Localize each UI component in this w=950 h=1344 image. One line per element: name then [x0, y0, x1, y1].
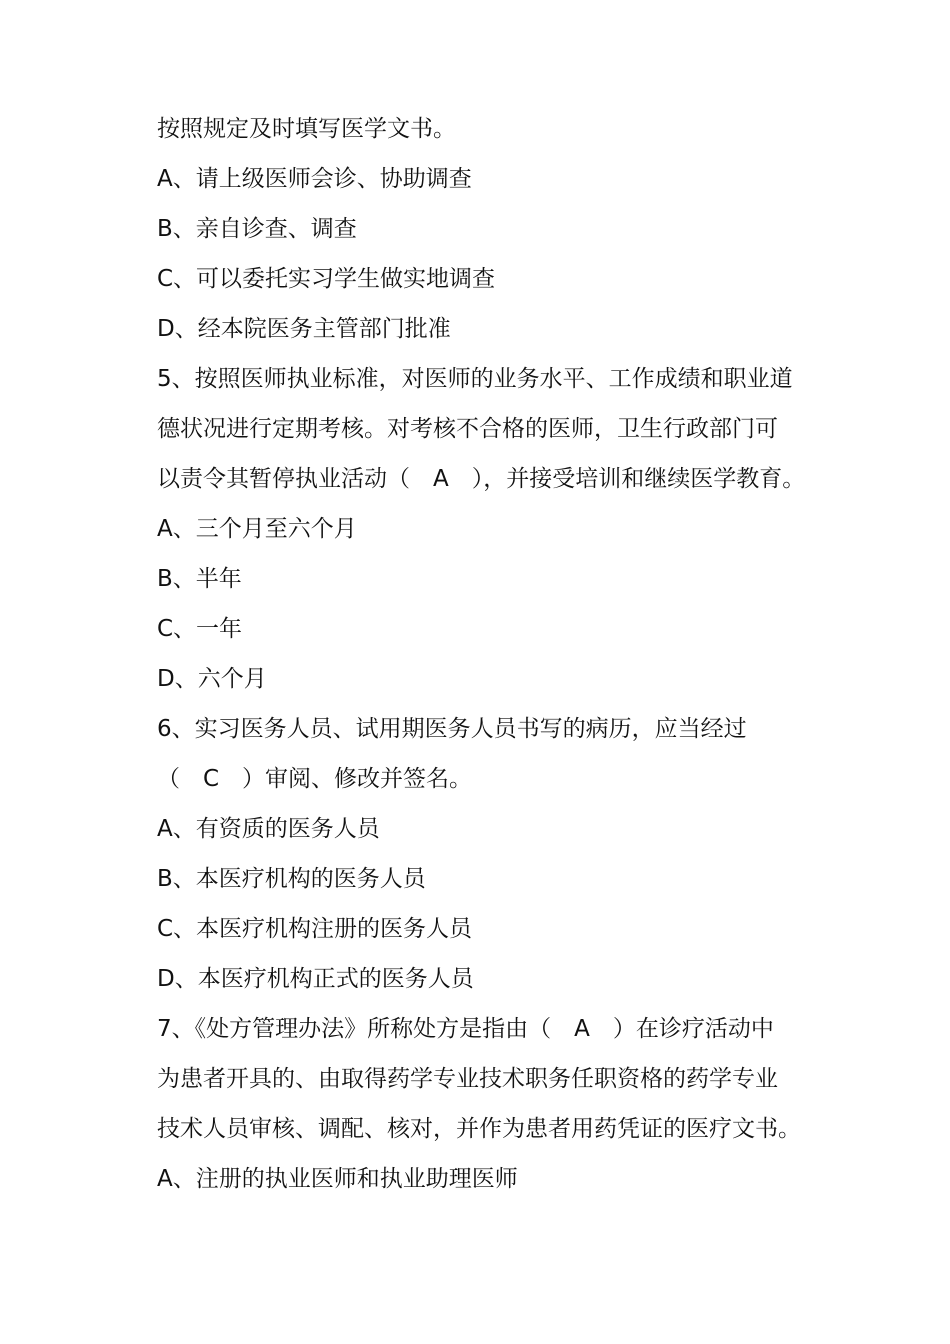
question-5-line-1: 5、按照医师执业标准，对医师的业务水平、工作成绩和职业道 — [157, 366, 793, 392]
question-6-line-1: 6、实习医务人员、试用期医务人员书写的病历，应当经过 — [157, 716, 747, 742]
option-c: C、本医疗机构注册的医务人员 — [157, 916, 473, 942]
question-7-line-2: 为患者开具的、由取得药学专业技术职务任职资格的药学专业 — [157, 1066, 778, 1092]
option-b: B、本医疗机构的医务人员 — [157, 866, 426, 892]
option-c: C、可以委托实习学生做实地调查 — [157, 266, 496, 292]
option-a: A、有资质的医务人员 — [157, 816, 380, 842]
option-b: B、亲自诊查、调查 — [157, 216, 357, 242]
question-7-line-1: 7、《处方管理办法》所称处方是指由（ A ）在诊疗活动中 — [157, 1016, 774, 1042]
option-b: B、半年 — [157, 566, 242, 592]
option-a: A、注册的执业医师和执业助理医师 — [157, 1166, 518, 1192]
question-7-line-3: 技术人员审核、调配、核对，并作为患者用药凭证的医疗文书。 — [157, 1116, 801, 1142]
question-5-line-2: 德状况进行定期考核。对考核不合格的医师，卫生行政部门可 — [157, 416, 778, 442]
question-5-line-3: 以责令其暂停执业活动（ A ），并接受培训和继续医学教育。 — [157, 466, 806, 492]
option-a: A、请上级医师会诊、协助调查 — [157, 166, 472, 192]
text-line: 按照规定及时填写医学文书。 — [157, 116, 456, 142]
option-a: A、三个月至六个月 — [157, 516, 357, 542]
option-d: D、经本院医务主管部门批准 — [157, 316, 451, 342]
option-d: D、本医疗机构正式的医务人员 — [157, 966, 474, 992]
option-d: D、六个月 — [157, 666, 267, 692]
question-6-line-2: （ C ）审阅、修改并签名。 — [157, 766, 473, 792]
option-c: C、一年 — [157, 616, 243, 642]
